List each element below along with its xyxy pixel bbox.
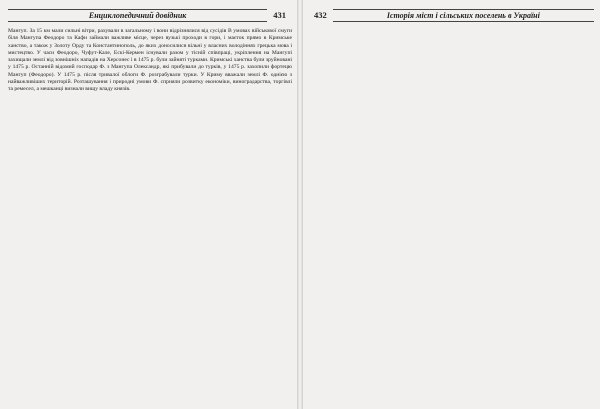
book-gutter bbox=[297, 0, 303, 409]
right-page-number: 432 bbox=[314, 10, 327, 20]
left-page-number: 431 bbox=[273, 10, 286, 20]
entry-paragraph bbox=[8, 28, 292, 94]
entry-text: Мангуп. За 15 км мали сильні вітри, рахували в загальному і вони відрізнялися від сусідів В умовах військової смуги біля Мангупа Феодоро та Кафи займали важливе місце, через вузькі проходи в гори, і маєток прямо в Кримське ханство, а також у Золоту Орду та Константинополь, до яких доносилися вільні у власних володіннях грецька мова і мистецтво. У часи Феодоро, Чуфут-Кале, Ескі-Кермен існували разом у тісній співпраці, укріплення на Мангупі захищали землі від зовнішніх нападів на Херсонес і в 1475 р. були зайняті турками. Кримські ханства були зруйновані у 1475 р. Останній відомий господар Ф. з Мангупа Олександр, які прибували до турків, у 1475 р. захопили фортецю Мангуп (Феодоро). У 1475 р. після тривалої облоги Ф. розграбували турки. У Криму вважали землі Ф. однією з найважливіших територій. Розташування і природні умови Ф. сприяли розвитку економіки, виноградарства, торгівлі та ремесел, а мешканці визнали вищу владу князів. bbox=[8, 28, 292, 93]
right-page bbox=[308, 0, 594, 409]
left-running-header bbox=[8, 8, 292, 22]
right-page-body bbox=[308, 28, 594, 405]
left-page bbox=[8, 0, 292, 409]
left-running-head-title: Енциклопедичний довідник bbox=[8, 9, 267, 22]
right-running-head-title: Історія міст і сільських поселень в Україні bbox=[333, 9, 594, 22]
right-running-header bbox=[308, 8, 594, 22]
left-page-body bbox=[8, 28, 292, 405]
